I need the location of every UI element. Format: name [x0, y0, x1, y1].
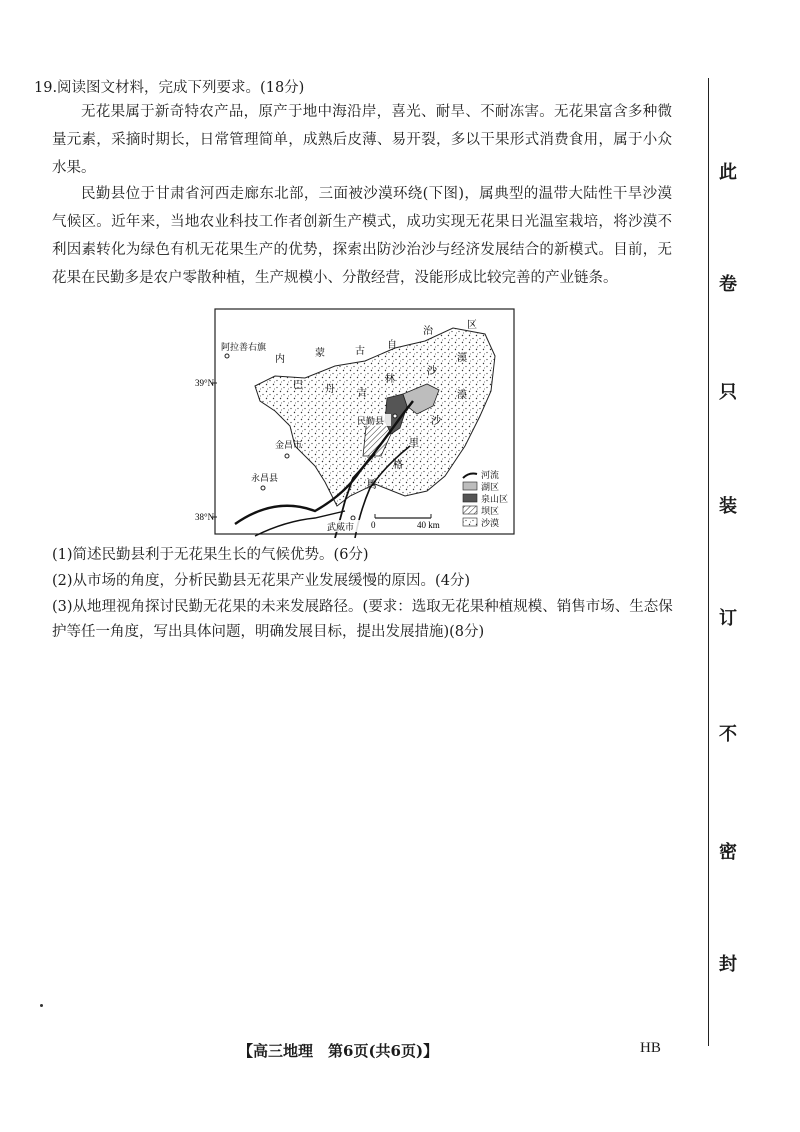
legend-desert-label: 沙漠 [481, 519, 500, 529]
place-alxa: 阿拉善右旗 [221, 343, 267, 353]
region-label-6: 区 [467, 320, 477, 331]
region-label-4: 自 [387, 340, 397, 351]
binding-char-8: 封 [719, 954, 737, 975]
place-minqin: 民勤县 [357, 417, 385, 427]
binding-char-3: 只 [719, 382, 737, 403]
subquestion-3: (3)从地理视角探讨民勤无花果的未来发展路径。(要求：选取无花果种植规模、销售市场、生态保护等任一角度，写出具体问题，明确发展目标，提出发展措施)(8分) [52, 599, 673, 640]
region-label-2: 蒙 [315, 348, 325, 359]
legend-lake-swatch [463, 482, 477, 490]
tengger-char-3: 里 [409, 438, 419, 449]
material-paragraph-2: 民勤县位于甘肃省河西走廊东北部，三面被沙漠环绕(下图)，属典型的温带大陆性干旱沙漠气候区。近年来，当地农业科技工作者创新生产模式，成功实现无花果日光温室栽培，将沙漠不利因素转化为绿色有机无花果生产的优势，探索出防沙治沙与经济发展结合的新模式。目前，无花果在民勤多是农户零散种植，生产规模小、分散经营，没能形成比较完善的产业链条。 [52, 186, 672, 286]
place-wuwei: 武威市 [327, 523, 355, 533]
binding-char-4: 装 [719, 496, 737, 517]
badain-tail-2: 漠 [457, 353, 467, 364]
legend-lake-label: 湖区 [481, 483, 500, 493]
tengger-char-4: 沙 [431, 416, 441, 427]
badain-tail-1: 沙 [427, 366, 437, 377]
badain-char-1: 巴 [293, 380, 303, 391]
scale-zero: 0 [371, 520, 376, 530]
subquestion-1: (1)简述民勤县利于无花果生长的气候优势。(6分) [52, 547, 369, 563]
page-footer: 【高三地理 第6页(共6页)】 [238, 1042, 439, 1060]
legend-quanshan-swatch [463, 494, 477, 502]
badain-char-3: 吉 [357, 388, 367, 399]
footer-code: HB [640, 1040, 661, 1056]
badain-char-2: 丹 [325, 384, 335, 395]
region-label-1: 内 [275, 354, 285, 365]
lat-39: 39°N [195, 378, 215, 388]
question-header: 19.阅读图文材料，完成下列要求。(18分) [34, 80, 305, 96]
binding-char-7: 密 [719, 842, 737, 863]
place-yongchang: 永昌县 [251, 474, 279, 484]
scale-distance: 40 km [417, 520, 440, 530]
legend-river-label: 河流 [481, 471, 500, 481]
legend-basin-label: 坝区 [481, 507, 500, 517]
legend-basin-swatch [463, 506, 477, 514]
tengger-char-5: 漠 [457, 390, 467, 401]
subquestion-2: (2)从市场的角度，分析民勤县无花果产业发展缓慢的原因。(4分) [52, 573, 471, 589]
tengger-char-2: 格 [393, 460, 403, 471]
legend-quanshan-label: 泉山区 [481, 495, 509, 505]
legend-desert-swatch [463, 518, 477, 526]
binding-char-1: 此 [719, 162, 737, 183]
tengger-char-1: 腾 [367, 480, 377, 491]
page-speck [40, 1004, 43, 1007]
place-jinchang: 金昌市 [275, 441, 303, 451]
region-label-3: 古 [355, 346, 365, 357]
binding-margin-line [708, 78, 709, 1046]
minqin-map [195, 306, 525, 538]
region-label-5: 治 [423, 326, 433, 337]
badain-char-4: 林 [385, 374, 395, 385]
binding-char-5: 订 [719, 608, 737, 629]
lat-38: 38°N [195, 512, 215, 522]
binding-char-6: 不 [719, 724, 737, 745]
material-paragraph-1: 无花果属于新奇特农产品，原产于地中海沿岸，喜光、耐旱、不耐冻害。无花果富含多种微量元素，采摘时期长，日常管理简单，成熟后皮薄、易开裂，多以干果形式消费食用，属于小众水果。 [52, 104, 672, 176]
binding-char-2: 卷 [719, 274, 737, 295]
